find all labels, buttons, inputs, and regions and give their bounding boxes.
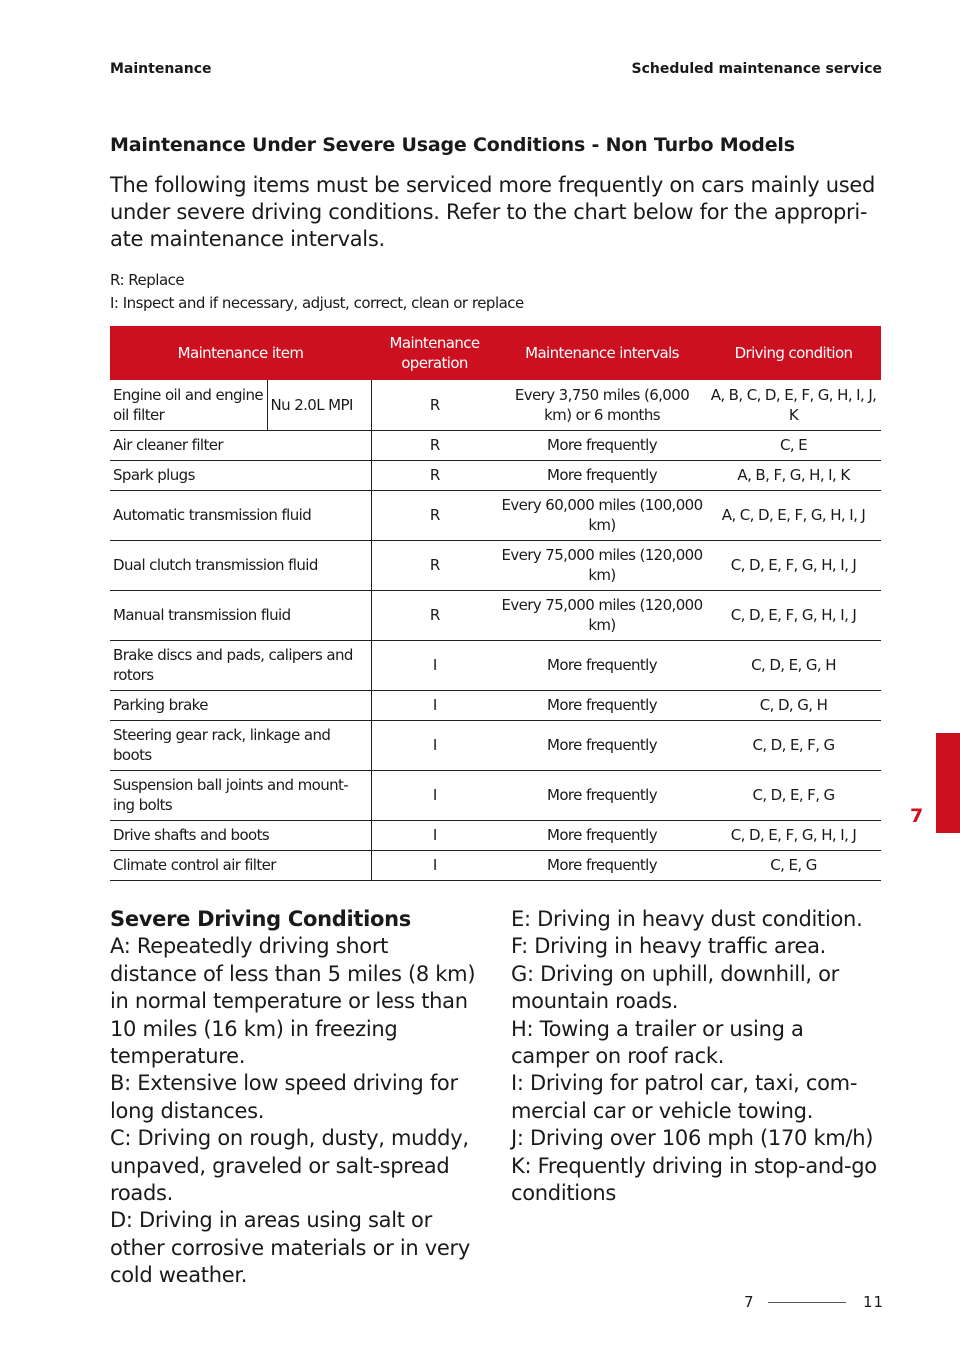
table-row <box>110 430 881 460</box>
cell-condition: C, E <box>706 430 881 460</box>
condition-e: E: Driving in heavy dust condition. <box>511 907 863 931</box>
cell-operation: R <box>371 460 498 490</box>
condition-h: H: Towing a trailer or using a camper on roof rack. <box>511 1016 804 1069</box>
cell-condition: A, B, C, D, E, F, G, H, I, J, K <box>706 380 881 430</box>
condition-c: C: Driving on rough, dusty, muddy, unpaved, graveled or salt-spread roads. <box>110 1126 469 1206</box>
cell-item: Parking brake <box>110 690 371 720</box>
cell-item: Suspension ball joints and mount-ing bolts <box>110 770 371 820</box>
cell-condition: C, D, G, H <box>706 690 881 720</box>
condition-i: I: Driving for patrol car, taxi, com-mercial car or vehicle towing. <box>511 1071 858 1123</box>
cell-interval: Every 60,000 miles (100,000 km) <box>498 490 706 540</box>
cell-interval: More frequently <box>498 820 706 850</box>
cell-condition: A, B, F, G, H, I, K <box>706 460 881 490</box>
cell-condition: C, D, E, F, G, H, I, J <box>706 540 881 590</box>
cell-item: Drive shafts and boots <box>110 820 371 850</box>
page-title: Maintenance Under Severe Usage Conditions - Non Turbo Models <box>110 134 795 156</box>
cell-interval: More frequently <box>498 770 706 820</box>
cell-operation: I <box>371 720 498 770</box>
cell-engine: Nu 2.0L MPI <box>267 380 371 430</box>
header-section: Maintenance <box>110 61 212 77</box>
table-row <box>110 820 881 850</box>
cell-operation: R <box>371 430 498 460</box>
maintenance-table <box>110 326 881 881</box>
cell-operation: R <box>371 590 498 640</box>
cell-item: Dual clutch transmission fluid <box>110 540 371 590</box>
table-row <box>110 850 881 880</box>
chapter-tab-number: 7 <box>910 805 924 827</box>
cell-item: Engine oil and engine oil filter <box>110 380 267 430</box>
table-row <box>110 720 881 770</box>
cell-operation: I <box>371 690 498 720</box>
table-row <box>110 380 881 430</box>
header-topic: Scheduled maintenance service <box>631 61 882 77</box>
cell-item: Air cleaner filter <box>110 430 371 460</box>
footer-page-number: 11 <box>863 1293 885 1311</box>
cell-condition: C, D, E, G, H <box>706 640 881 690</box>
cell-interval: Every 75,000 miles (120,000 km) <box>498 590 706 640</box>
cell-condition: C, D, E, F, G, H, I, J <box>706 590 881 640</box>
footer-divider <box>768 1302 846 1303</box>
cell-operation: I <box>371 850 498 880</box>
condition-d: D: Driving in areas using salt or other corrosive materials or in very cold weather. <box>110 1208 470 1288</box>
table-row <box>110 770 881 820</box>
conditions-left-column <box>110 906 480 1290</box>
cell-condition: C, D, E, F, G, H, I, J <box>706 820 881 850</box>
table-row <box>110 690 881 720</box>
condition-a: A: Repeatedly driving short distance of less than 5 miles (8 km) in normal temperature or less than 10 miles (16 km) in freezing temperature. <box>110 934 476 1069</box>
cell-operation: R <box>371 380 498 430</box>
cell-operation: R <box>371 490 498 540</box>
cell-interval: More frequently <box>498 690 706 720</box>
table-row <box>110 640 881 690</box>
cell-interval: More frequently <box>498 720 706 770</box>
legend-replace: R: Replace <box>110 271 185 289</box>
table-header-row <box>110 326 881 380</box>
cell-interval: More frequently <box>498 640 706 690</box>
chapter-tab <box>936 733 960 833</box>
cell-item: Spark plugs <box>110 460 371 490</box>
conditions-title: Severe Driving Conditions <box>110 907 412 931</box>
cell-condition: C, D, E, F, G <box>706 720 881 770</box>
cell-operation: I <box>371 820 498 850</box>
cell-item: Steering gear rack, linkage and boots <box>110 720 371 770</box>
cell-operation: I <box>371 640 498 690</box>
intro-paragraph: The following items must be serviced more frequently on cars mainly used under severe driving conditions. Refer to the chart below for the appropri-ate maintenance intervals. <box>110 173 876 251</box>
cell-item: Climate control air filter <box>110 850 371 880</box>
cell-condition: C, D, E, F, G <box>706 770 881 820</box>
header-item: Maintenance item <box>110 326 371 380</box>
table-row <box>110 590 881 640</box>
footer-chapter: 7 <box>744 1293 754 1311</box>
cell-interval: More frequently <box>498 430 706 460</box>
legend <box>110 269 524 315</box>
legend-inspect: I: Inspect and if necessary, adjust, correct, clean or replace <box>110 294 524 312</box>
table-row <box>110 490 881 540</box>
conditions-right-column <box>511 906 881 1207</box>
cell-item: Automatic transmission fluid <box>110 490 371 540</box>
condition-f: F: Driving in heavy traffic area. <box>511 934 827 959</box>
condition-b: B: Extensive low speed driving for long distances. <box>110 1071 458 1123</box>
cell-condition: A, C, D, E, F, G, H, I, J <box>706 490 881 540</box>
cell-operation: I <box>371 770 498 820</box>
header-condition: Driving condition <box>706 326 881 380</box>
header-operation: Maintenance operation <box>371 326 498 380</box>
cell-interval: More frequently <box>498 850 706 880</box>
table-row <box>110 540 881 590</box>
cell-interval: Every 75,000 miles (120,000 km) <box>498 540 706 590</box>
condition-k: K: Frequently driving in stop-and-go conditions <box>511 1153 877 1206</box>
cell-condition: C, E, G <box>706 850 881 880</box>
cell-interval: More frequently <box>498 460 706 490</box>
table-row <box>110 460 881 490</box>
header-intervals: Maintenance intervals <box>498 326 706 380</box>
cell-item: Manual transmission fluid <box>110 590 371 640</box>
cell-operation: R <box>371 540 498 590</box>
cell-item: Brake discs and pads, calipers and rotors <box>110 640 371 690</box>
cell-interval: Every 3,750 miles (6,000 km) or 6 months <box>498 380 706 430</box>
condition-j: J: Driving over 106 mph (170 km/h) <box>511 1126 874 1151</box>
condition-g: G: Driving on uphill, downhill, or mountain roads. <box>511 961 839 1014</box>
